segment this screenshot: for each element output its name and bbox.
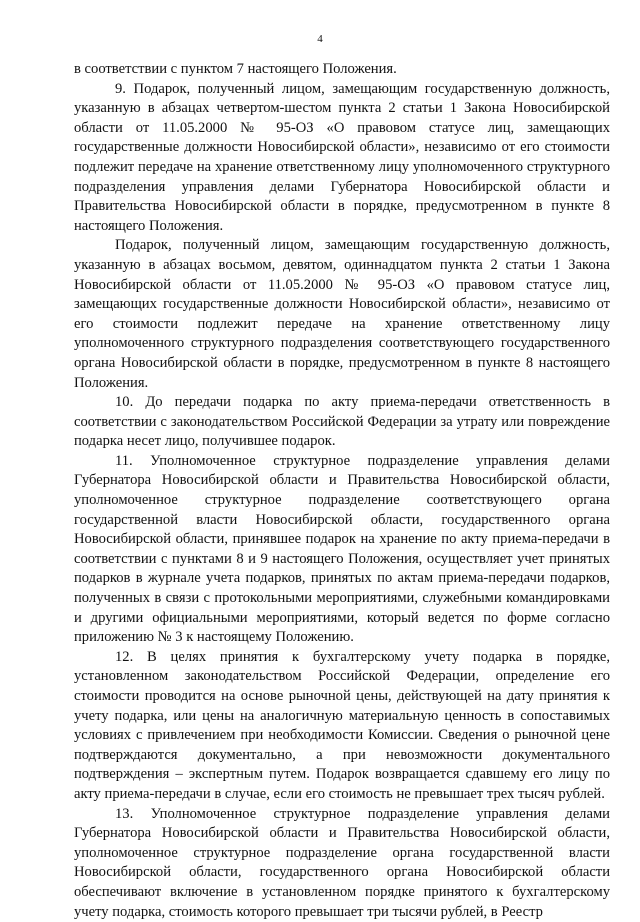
paragraph-item-9: 9. Подарок, полученный лицом, замещающим государственную должность, указанную в абзацах четвертом-шестом пункта 2 статьи 1 Закона Новосибирской области от 11.05.2000 № 95-ОЗ «О правовом статусе лиц, замещающих государственные должности Новосибирской области», независимо от его стоимости подлежит передаче на хранение ответственному лицу уполномоченного структурного подразделения управления делами Губернатора Новосибирской области и Правительства Новосибирской области в порядке, предусмотренном в пункте 8 настоящего Положения.: [74, 80, 610, 234]
page-number: 4: [317, 33, 323, 45]
paragraph-item-9-part-2: Подарок, полученный лицом, замещающим государственную должность, указанную в абзацах восьмом, девятом, одиннадцатом пункта 2 статьи 1 Закона Новосибирской области от 11.05.2000 № 95-ОЗ «О правовом статусе лиц, замещающих государственные должности Новосибирской области», независимо от его стоимости подлежит передаче на хранение ответственному лицу уполномоченного структурного подразделения соответствующего государственного органа Новосибирской области в порядке, предусмотренном в пункте 8 настоящего Положения.: [74, 237, 610, 391]
paragraph-item-12: 12. В целях принятия к бухгалтерскому учету подарка в порядке, установленном законодательством Российской Федерации, определение его стоимости проводится на основе рыночной цены, действующей на дату принятия к учету подарка, или цены на аналогичную материальную ценность в сопоставимых условиях с привлечением при необходимости Комиссии. Сведения о рыночной цене подтверждаются документально, а при невозможности документального подтверждения – экспертным путем. Подарок возвращается сдавшему его лицу по акту приема-передачи в случае, если его стоимость не превышает трех тысяч рублей.: [74, 648, 610, 802]
document-body: [74, 60, 610, 922]
paragraph-item-13: 13. Уполномоченное структурное подразделение управления делами Губернатора Новосибирской области и Правительства Новосибирской области, уполномоченное структурное подразделение органа государственной власти Новосибирской области, государственного органа Новосибирской области обеспечивают включение в установленном порядке принятого к бухгалтерскому учету подарка, стоимость которого превышает три тысячи рублей, в Реестр: [74, 805, 610, 920]
paragraph-item-11: 11. Уполномоченное структурное подразделение управления делами Губернатора Новосибирской области и Правительства Новосибирской области, уполномоченное структурное подразделение соответствующего органа государственной власти Новосибирской области, государственного органа Новосибирской области, принявшее подарок на хранение по акту приема-передачи в соответствии с пунктами 8 и 9 настоящего Положения, осуществляет учет принятых подарков в журнале учета подарков, принятых по актам приема-передачи подарков, полученных в связи с протокольными мероприятиями, служебными командировками и другими официальными мероприятиями, который ведется по форме согласно приложению № 3 к настоящему Положению.: [74, 452, 610, 646]
paragraph-continuation: в соответствии с пунктом 7 настоящего Положения.: [74, 61, 397, 77]
paragraph-item-10: 10. До передачи подарка по акту приема-передачи ответственность в соответствии с законодательством Российской Федерации за утрату или повреждение подарка несет лицо, получившее подарок.: [74, 394, 610, 450]
